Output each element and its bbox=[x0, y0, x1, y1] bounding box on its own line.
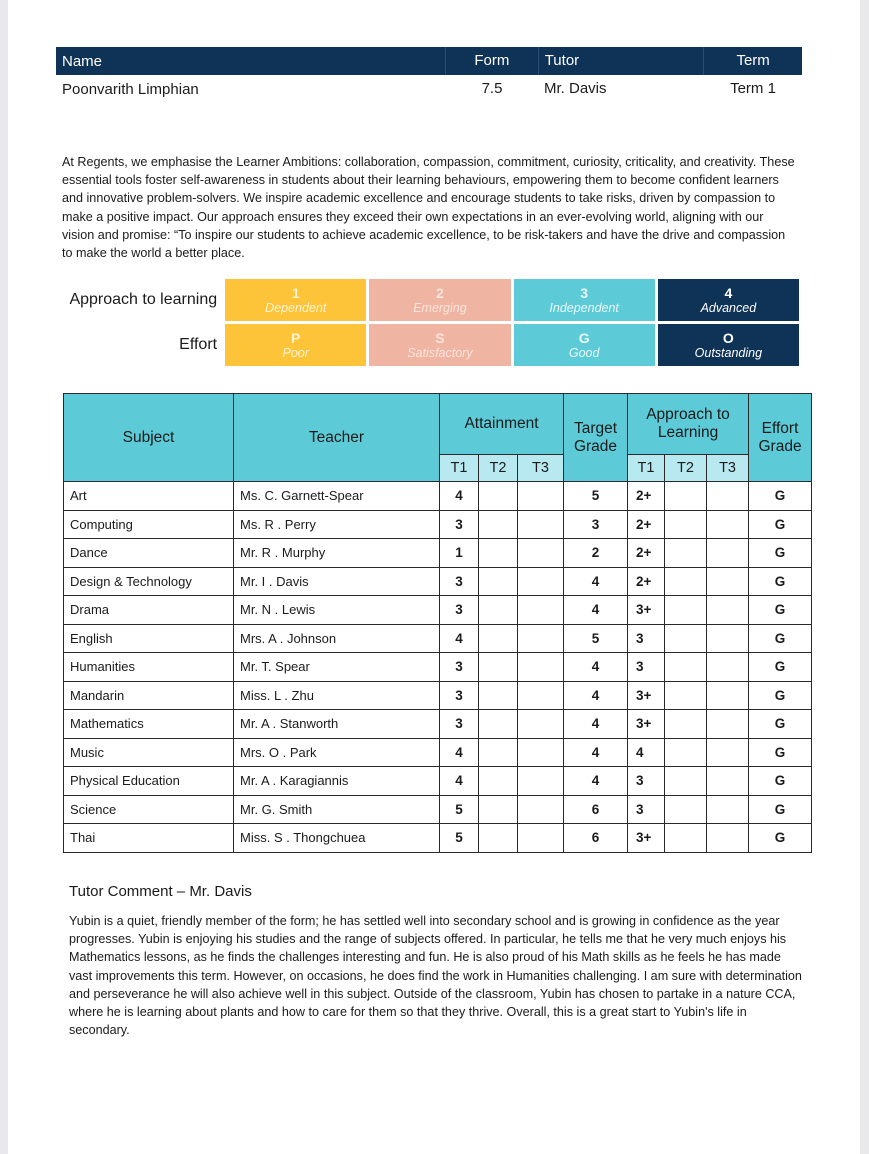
approach-t2-cell bbox=[665, 539, 707, 568]
approach-t3-cell bbox=[707, 539, 749, 568]
form-header: Form bbox=[445, 47, 538, 75]
attainment-t1-cell: 3 bbox=[440, 596, 479, 625]
subject-cell: Dance bbox=[64, 539, 234, 568]
attainment-t2-header: T2 bbox=[479, 455, 518, 482]
target-grade-cell: 4 bbox=[564, 681, 628, 710]
approach-t1-cell: 2+ bbox=[628, 482, 665, 511]
approach-t1-cell: 2+ bbox=[628, 539, 665, 568]
effort-grade-cell: G bbox=[749, 824, 812, 853]
approach-t2-cell bbox=[665, 738, 707, 767]
approach-t3-cell bbox=[707, 767, 749, 796]
approach-t1-cell: 3+ bbox=[628, 681, 665, 710]
attainment-t1-header: T1 bbox=[440, 455, 479, 482]
intro-paragraph: At Regents, we emphasise the Learner Ambitions: collaboration, compassion, commitment, curiosity, criticality, and creativity. These essential tools foster self-awareness in students about their learning behaviours, empowering them to become confident learners and innovative problem-solvers. We inspire academic excellence and encourage students to take risks, driven by compassion to make a positive impact. Our approach ensures they exceed their own expectations in an ever-evolving world, aligning with our vision and promise: “To inspire our students to achieve academic excellence, to be risk-takers and have the drive and compassion to make the world a better place. bbox=[62, 155, 795, 261]
table-row bbox=[64, 510, 812, 539]
subject-cell: Drama bbox=[64, 596, 234, 625]
approach-t3-cell bbox=[707, 681, 749, 710]
table-row bbox=[64, 681, 812, 710]
table-row bbox=[64, 539, 812, 568]
teacher-cell: Mr. T. Spear bbox=[234, 653, 440, 682]
attainment-t3-cell bbox=[518, 624, 564, 653]
attainment-t2-cell bbox=[479, 767, 518, 796]
teacher-cell: Mr. I . Davis bbox=[234, 567, 440, 596]
attainment-t3-cell bbox=[518, 567, 564, 596]
subject-header: Subject bbox=[64, 394, 234, 482]
effort-level-s bbox=[369, 324, 510, 366]
student-info-value-row bbox=[56, 75, 802, 103]
approach-t3-cell bbox=[707, 567, 749, 596]
tutor-comment-text: Yubin is a quiet, friendly member of the form; he has settled well into secondary school and is growing in confidence as the year progresses. Yubin is enjoying his studies and the range of subjects offered. In particular, he tells me that he very much enjoys his Mathematics lessons, as he finds the challenges interesting and fun. He is also proud of his Math skills as he feels he has made vast improvements this term. However, on occasions, he does find the work in Humanities challenging. I am sure with determination and perseverance he will also achieve well in this subject. Outside of the classroom, Yubin has chosen to partake in a nature CCA, where he is learning about plants and how to care for them so that they thrive. Overall, this is a great start to Yubin's life in secondary. bbox=[69, 914, 802, 1038]
attainment-t3-cell bbox=[518, 738, 564, 767]
approach-t1-cell: 3 bbox=[628, 624, 665, 653]
attainment-t3-cell bbox=[518, 824, 564, 853]
approach-t1-cell: 3 bbox=[628, 653, 665, 682]
attainment-t1-cell: 4 bbox=[440, 624, 479, 653]
attainment-t2-cell bbox=[479, 738, 518, 767]
teacher-cell: Ms. R . Perry bbox=[234, 510, 440, 539]
target-grade-cell: 2 bbox=[564, 539, 628, 568]
attainment-t1-cell: 3 bbox=[440, 653, 479, 682]
table-row bbox=[64, 596, 812, 625]
attainment-t3-header: T3 bbox=[518, 455, 564, 482]
attainment-t1-cell: 4 bbox=[440, 767, 479, 796]
subject-cell: Computing bbox=[64, 510, 234, 539]
subject-cell: Design & Technology bbox=[64, 567, 234, 596]
attainment-t3-cell bbox=[518, 710, 564, 739]
approach-t1-cell: 3 bbox=[628, 795, 665, 824]
level-desc: Dependent bbox=[265, 300, 327, 315]
effort-grade-cell: G bbox=[749, 710, 812, 739]
effort-grade-cell: G bbox=[749, 653, 812, 682]
attainment-t2-cell bbox=[479, 624, 518, 653]
approach-t3-cell bbox=[707, 596, 749, 625]
name-header: Name bbox=[62, 52, 103, 70]
target-grade-cell: 4 bbox=[564, 596, 628, 625]
attainment-t3-cell bbox=[518, 681, 564, 710]
teacher-cell: Ms. C. Garnett-Spear bbox=[234, 482, 440, 511]
approach-t3-cell bbox=[707, 482, 749, 511]
subject-cell: Thai bbox=[64, 824, 234, 853]
attainment-t1-cell: 5 bbox=[440, 824, 479, 853]
approach-t1-cell: 3+ bbox=[628, 710, 665, 739]
attainment-t3-cell bbox=[518, 482, 564, 511]
approach-t3-cell bbox=[707, 824, 749, 853]
approach-level-1 bbox=[225, 279, 366, 321]
approach-t2-cell bbox=[665, 795, 707, 824]
target-grade-cell: 3 bbox=[564, 510, 628, 539]
table-row bbox=[64, 482, 812, 511]
approach-t1-cell: 3+ bbox=[628, 824, 665, 853]
approach-t2-cell bbox=[665, 767, 707, 796]
level-desc: Independent bbox=[549, 300, 619, 315]
attainment-t1-cell: 4 bbox=[440, 738, 479, 767]
grading-scale-legend bbox=[56, 279, 802, 369]
level-key: P bbox=[291, 329, 301, 346]
subject-cell: English bbox=[64, 624, 234, 653]
level-desc: Satisfactory bbox=[407, 345, 473, 360]
effort-grade-cell: G bbox=[749, 624, 812, 653]
approach-t1-cell: 3 bbox=[628, 767, 665, 796]
attainment-t2-cell bbox=[479, 539, 518, 568]
target-grade-cell: 6 bbox=[564, 795, 628, 824]
target-grade-cell: 6 bbox=[564, 824, 628, 853]
attainment-t2-cell bbox=[479, 681, 518, 710]
effort-grade-cell: G bbox=[749, 482, 812, 511]
student-name: Poonvarith Limphian bbox=[62, 80, 199, 98]
approach-t2-header: T2 bbox=[665, 455, 707, 482]
level-key: O bbox=[722, 329, 734, 346]
effort-level-p bbox=[225, 324, 366, 366]
target-grade-cell: 5 bbox=[564, 624, 628, 653]
teacher-cell: Mrs. A . Johnson bbox=[234, 624, 440, 653]
attainment-t2-cell bbox=[479, 567, 518, 596]
subject-cell: Mandarin bbox=[64, 681, 234, 710]
table-row bbox=[64, 795, 812, 824]
attainment-t2-cell bbox=[479, 824, 518, 853]
approach-level-2 bbox=[369, 279, 510, 321]
teacher-cell: Mr. A . Karagiannis bbox=[234, 767, 440, 796]
target-grade-cell: 4 bbox=[564, 653, 628, 682]
attainment-t1-cell: 3 bbox=[440, 510, 479, 539]
attainment-t2-cell bbox=[479, 710, 518, 739]
grades-table bbox=[63, 393, 812, 853]
effort-grade-cell: G bbox=[749, 539, 812, 568]
effort-level-g bbox=[514, 324, 655, 366]
approach-t3-cell bbox=[707, 710, 749, 739]
subject-cell: Science bbox=[64, 795, 234, 824]
effort-grade-cell: G bbox=[749, 795, 812, 824]
target-grade-header: Target Grade bbox=[564, 394, 628, 482]
approach-t2-cell bbox=[665, 653, 707, 682]
attainment-t2-cell bbox=[479, 510, 518, 539]
term-header: Term bbox=[703, 47, 802, 75]
approach-t2-cell bbox=[665, 624, 707, 653]
table-row bbox=[64, 624, 812, 653]
effort-grade-cell: G bbox=[749, 767, 812, 796]
level-desc: Good bbox=[568, 345, 600, 360]
approach-t3-cell bbox=[707, 795, 749, 824]
effort-grade-cell: G bbox=[749, 567, 812, 596]
attainment-t3-cell bbox=[518, 510, 564, 539]
teacher-cell: Mr. G. Smith bbox=[234, 795, 440, 824]
attainment-t2-cell bbox=[479, 795, 518, 824]
teacher-cell: Mrs. O . Park bbox=[234, 738, 440, 767]
tutor-comment-title: Tutor Comment – Mr. Davis bbox=[69, 883, 252, 900]
subject-cell: Music bbox=[64, 738, 234, 767]
attainment-t3-cell bbox=[518, 653, 564, 682]
attainment-header: Attainment bbox=[440, 394, 564, 455]
attainment-t1-cell: 3 bbox=[440, 567, 479, 596]
attainment-t1-cell: 3 bbox=[440, 681, 479, 710]
teacher-cell: Mr. R . Murphy bbox=[234, 539, 440, 568]
approach-t3-cell bbox=[707, 653, 749, 682]
effort-grade-cell: G bbox=[749, 596, 812, 625]
attainment-t1-cell: 5 bbox=[440, 795, 479, 824]
attainment-t3-cell bbox=[518, 767, 564, 796]
approach-t2-cell bbox=[665, 482, 707, 511]
level-key: 3 bbox=[580, 284, 589, 301]
approach-t1-cell: 3+ bbox=[628, 596, 665, 625]
target-grade-cell: 4 bbox=[564, 767, 628, 796]
table-row bbox=[64, 653, 812, 682]
attainment-t1-cell: 1 bbox=[440, 539, 479, 568]
table-row bbox=[64, 567, 812, 596]
approach-level-3 bbox=[514, 279, 655, 321]
approach-t3-cell bbox=[707, 510, 749, 539]
effort-scale-label: Effort bbox=[179, 336, 218, 353]
approach-t1-header: T1 bbox=[628, 455, 665, 482]
level-desc: Outstanding bbox=[694, 345, 763, 360]
student-term: Term 1 bbox=[730, 80, 776, 97]
student-info-table bbox=[56, 47, 802, 103]
level-key: S bbox=[435, 329, 445, 346]
approach-scale-row bbox=[56, 279, 802, 321]
attainment-t3-cell bbox=[518, 795, 564, 824]
attainment-t2-cell bbox=[479, 653, 518, 682]
approach-t2-cell bbox=[665, 567, 707, 596]
level-key: 4 bbox=[724, 284, 733, 301]
level-desc: Emerging bbox=[413, 300, 467, 315]
attainment-t1-cell: 3 bbox=[440, 710, 479, 739]
effort-level-o bbox=[658, 324, 799, 366]
target-grade-cell: 4 bbox=[564, 738, 628, 767]
level-desc: Poor bbox=[282, 345, 309, 360]
approach-t2-cell bbox=[665, 824, 707, 853]
teacher-cell: Miss. L . Zhu bbox=[234, 681, 440, 710]
attainment-t3-cell bbox=[518, 539, 564, 568]
table-row bbox=[64, 767, 812, 796]
level-key: 2 bbox=[436, 284, 444, 301]
teacher-header: Teacher bbox=[234, 394, 440, 482]
table-row bbox=[64, 710, 812, 739]
approach-t1-cell: 2+ bbox=[628, 510, 665, 539]
effort-grade-cell: G bbox=[749, 681, 812, 710]
target-grade-cell: 4 bbox=[564, 710, 628, 739]
level-desc: Advanced bbox=[700, 300, 757, 315]
attainment-t3-cell bbox=[518, 596, 564, 625]
student-info-header-row bbox=[56, 47, 802, 75]
approach-level-4 bbox=[658, 279, 799, 321]
approach-t2-cell bbox=[665, 710, 707, 739]
attainment-t2-cell bbox=[479, 596, 518, 625]
teacher-cell: Mr. N . Lewis bbox=[234, 596, 440, 625]
approach-t3-cell bbox=[707, 738, 749, 767]
student-form: 7.5 bbox=[481, 80, 503, 97]
subject-cell: Mathematics bbox=[64, 710, 234, 739]
table-row bbox=[64, 824, 812, 853]
effort-grade-header: Effort Grade bbox=[749, 394, 812, 482]
student-tutor: Mr. Davis bbox=[544, 80, 607, 97]
level-key: 1 bbox=[291, 284, 300, 301]
subject-cell: Physical Education bbox=[64, 767, 234, 796]
attainment-t1-cell: 4 bbox=[440, 482, 479, 511]
attainment-t2-cell bbox=[479, 482, 518, 511]
effort-grade-cell: G bbox=[749, 510, 812, 539]
approach-scale-label: Approach to learning bbox=[69, 291, 218, 308]
table-row bbox=[64, 738, 812, 767]
approach-t1-cell: 2+ bbox=[628, 567, 665, 596]
level-key: G bbox=[578, 329, 590, 346]
subject-cell: Humanities bbox=[64, 653, 234, 682]
target-grade-cell: 4 bbox=[564, 567, 628, 596]
effort-scale-row bbox=[56, 324, 802, 366]
approach-t3-header: T3 bbox=[707, 455, 749, 482]
grades-table-body bbox=[64, 482, 812, 853]
effort-grade-cell: G bbox=[749, 738, 812, 767]
approach-t3-cell bbox=[707, 624, 749, 653]
approach-t2-cell bbox=[665, 510, 707, 539]
approach-t1-cell: 4 bbox=[628, 738, 665, 767]
tutor-header: Tutor bbox=[538, 47, 704, 75]
approach-header: Approach to Learning bbox=[628, 394, 749, 455]
approach-t2-cell bbox=[665, 681, 707, 710]
teacher-cell: Mr. A . Stanworth bbox=[234, 710, 440, 739]
target-grade-cell: 5 bbox=[564, 482, 628, 511]
table-header-row bbox=[64, 394, 812, 455]
teacher-cell: Miss. S . Thongchuea bbox=[234, 824, 440, 853]
subject-cell: Art bbox=[64, 482, 234, 511]
approach-t2-cell bbox=[665, 596, 707, 625]
